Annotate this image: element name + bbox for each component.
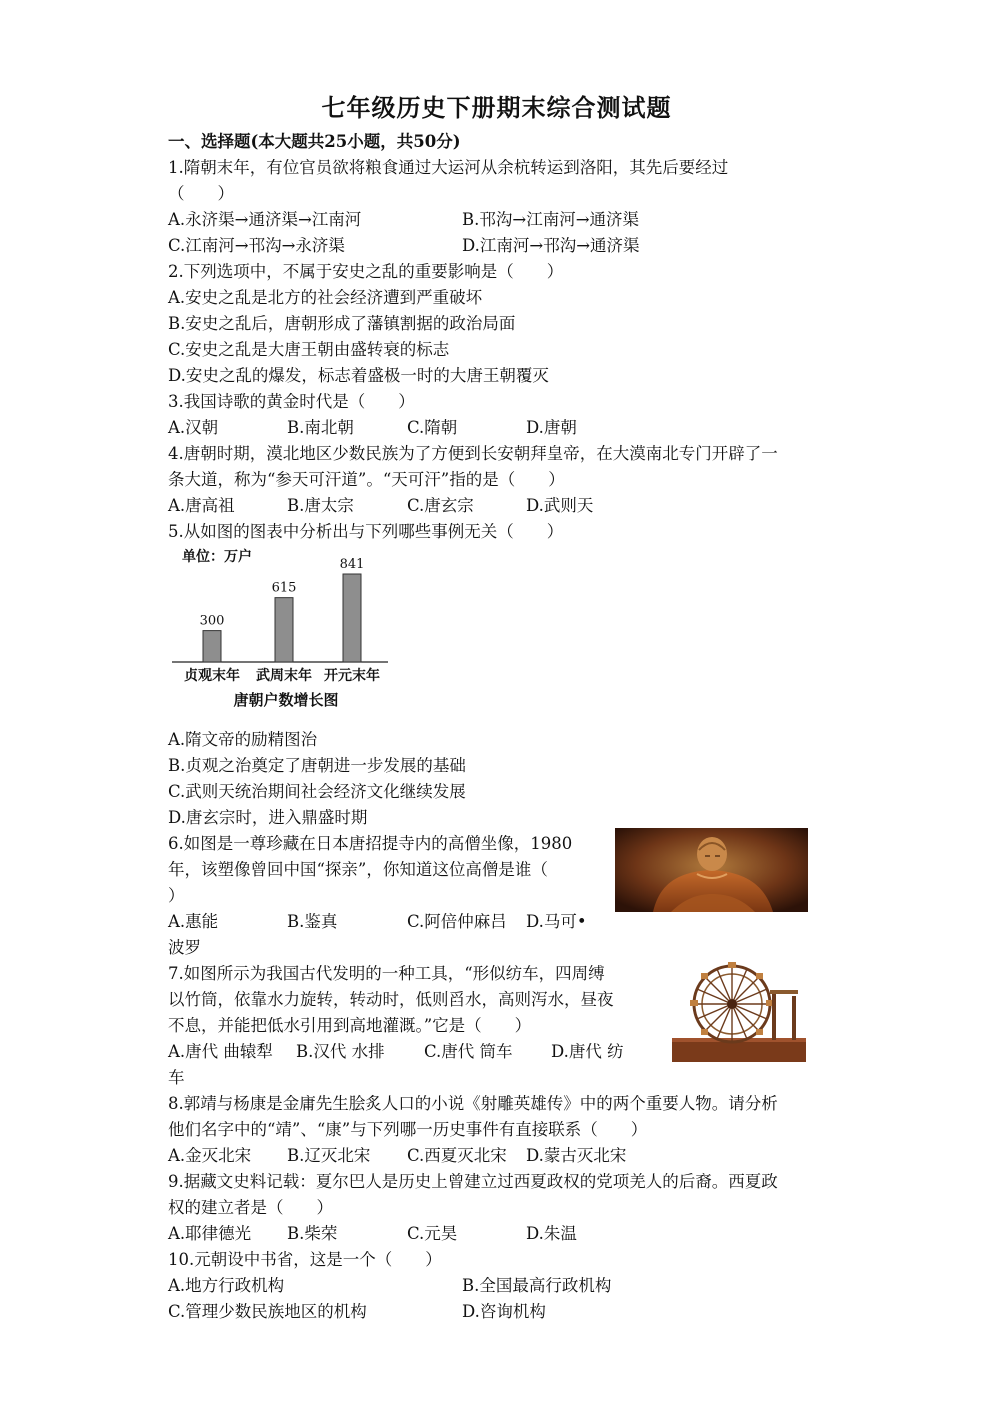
q9-option-b: B.柴荣 xyxy=(287,1224,338,1243)
q7-option-a: A.唐代 曲辕犁 xyxy=(168,1042,273,1061)
q6-option-c: C.阿倍仲麻吕 xyxy=(407,912,507,931)
q1-stem: 1.隋朝末年，有位官员欲将粮食通过大运河从余杭转运到洛阳，其先后要经过 xyxy=(168,158,729,177)
q4-option-a: A.唐高祖 xyxy=(168,496,235,515)
bar-value-label: 300 xyxy=(199,613,225,629)
q5-option-b: B.贞观之治奠定了唐朝进一步发展的基础 xyxy=(168,756,466,775)
q3-option-d: D.唐朝 xyxy=(526,418,577,437)
q8-option-d: D.蒙古灭北宋 xyxy=(526,1146,627,1165)
q7-option-d: D.唐代 纺 xyxy=(551,1042,624,1061)
section-heading: 一、选择题(本大题共25小题，共50分) xyxy=(168,132,461,151)
q2-option-d: D.安史之乱的爆发，标志着盛极一时的大唐王朝覆灭 xyxy=(168,366,549,385)
q7-option-c: C.唐代 筒车 xyxy=(424,1042,513,1061)
q10-stem: 10.元朝设中书省，这是一个（ ） xyxy=(168,1250,442,1269)
q3-option-b: B.南北朝 xyxy=(287,418,354,437)
q1-option-d: D.江南河→邗沟→通济渠 xyxy=(462,236,640,255)
bar-2 xyxy=(343,574,361,662)
q7-stem-line1: 7.如图所示为我国古代发明的一种工具，“形似纺车，四周缚 xyxy=(168,964,605,983)
q5-option-c: C.武则天统治期间社会经济文化继续发展 xyxy=(168,782,466,801)
q8-option-c: C.西夏灭北宋 xyxy=(407,1146,507,1165)
q8-stem-line1: 8.郭靖与杨康是金庸先生脍炙人口的小说《射雕英雄传》中的两个重要人物。请分析 xyxy=(168,1094,778,1113)
q7-stem-line2: 以竹筒，依靠水力旋转，转动时，低则舀水，高则泻水，昼夜 xyxy=(168,990,614,1009)
category-label: 开元末年 xyxy=(324,668,380,684)
q3-option-a: A.汉朝 xyxy=(168,418,219,437)
q4-option-d: D.武则天 xyxy=(526,496,594,515)
q6-option-a: A.惠能 xyxy=(168,912,219,931)
category-label: 贞观末年 xyxy=(184,668,240,684)
chart-title: 唐朝户数增长图 xyxy=(233,691,339,709)
q9-option-c: C.元昊 xyxy=(407,1224,458,1243)
q1-option-a: A.永济渠→通济渠→江南河 xyxy=(168,210,362,229)
bar-0 xyxy=(203,631,221,662)
q10-option-a: A.地方行政机构 xyxy=(168,1276,285,1295)
waterwheel-image xyxy=(670,960,808,1064)
page-title: 七年级历史下册期末综合测试题 xyxy=(321,93,672,122)
q7-stem-line3: 不息，并能把低水引用到高地灌溉。”它是（ ） xyxy=(168,1016,532,1035)
q4-stem-line1: 4.唐朝时期，漠北地区少数民族为了方便到长安朝拜皇帝，在大漠南北专门开辟了一 xyxy=(168,444,778,463)
bar-value-label: 615 xyxy=(271,580,297,596)
q9-option-a: A.耶律德光 xyxy=(168,1224,252,1243)
q5-option-a: A.隋文帝的励精图治 xyxy=(168,730,318,749)
q4-option-b: B.唐太宗 xyxy=(287,496,354,515)
q7-option-b: B.汉代 水排 xyxy=(296,1042,385,1061)
q7-option-d-cont: 车 xyxy=(168,1068,185,1087)
q1-option-c: C.江南河→邗沟→永济渠 xyxy=(168,236,345,255)
q10-option-c: C.管理少数民族地区的机构 xyxy=(168,1302,367,1321)
household-growth-chart xyxy=(168,544,398,714)
bar-value-label: 841 xyxy=(339,557,365,572)
q6-option-b: B.鉴真 xyxy=(287,912,338,931)
q2-option-b: B.安史之乱后，唐朝形成了藩镇割据的政治局面 xyxy=(168,314,516,333)
chart-unit-label: 单位：万户 xyxy=(182,549,252,565)
q8-stem-line2: 他们名字中的“靖”、“康”与下列哪一历史事件有直接联系（ ） xyxy=(168,1120,648,1139)
q6-stem-line3: ） xyxy=(168,886,185,905)
q10-option-b: B.全国最高行政机构 xyxy=(462,1276,612,1295)
q5-stem: 5.从如图的图表中分析出与下列哪些事例无关（ ） xyxy=(168,522,564,541)
q9-stem-line1: 9.据藏文史料记载：夏尔巴人是历史上曾建立过西夏政权的党项羌人的后裔。西夏政 xyxy=(168,1172,778,1191)
q1-option-b: B.邗沟→江南河→通济渠 xyxy=(462,210,640,229)
q2-stem: 2.下列选项中，不属于安史之乱的重要影响是（ ） xyxy=(168,262,564,281)
q4-option-c: C.唐玄宗 xyxy=(407,496,474,515)
q6-stem-line2: 年，该塑像曾回中国“探亲”，你知道这位高僧是谁（ xyxy=(168,860,548,879)
q5-option-d: D.唐玄宗时，进入鼎盛时期 xyxy=(168,808,368,827)
q2-option-c: C.安史之乱是大唐王朝由盛转衰的标志 xyxy=(168,340,450,359)
jianzhen-statue-image xyxy=(615,828,808,912)
q1-blank: （ ） xyxy=(168,184,234,203)
q3-stem: 3.我国诗歌的黄金时代是（ ） xyxy=(168,392,415,411)
q6-option-d: D.马可• xyxy=(526,912,587,931)
q9-stem-line2: 权的建立者是（ ） xyxy=(168,1198,333,1217)
q2-option-a: A.安史之乱是北方的社会经济遭到严重破坏 xyxy=(168,288,483,307)
q8-option-b: B.辽灭北宋 xyxy=(287,1146,371,1165)
q8-option-a: A.金灭北宋 xyxy=(168,1146,252,1165)
q6-option-d-cont: 波罗 xyxy=(168,938,201,957)
category-label: 武周末年 xyxy=(256,668,312,684)
q6-stem-line1: 6.如图是一尊珍藏在日本唐招提寺内的高僧坐像，1980 xyxy=(168,834,573,853)
q4-stem-line2: 条大道，称为“参天可汗道”。“天可汗”指的是（ ） xyxy=(168,470,565,489)
q9-option-d: D.朱温 xyxy=(526,1224,577,1243)
q10-option-d: D.咨询机构 xyxy=(462,1302,546,1321)
q3-option-c: C.隋朝 xyxy=(407,418,458,437)
bar-1 xyxy=(275,598,293,662)
